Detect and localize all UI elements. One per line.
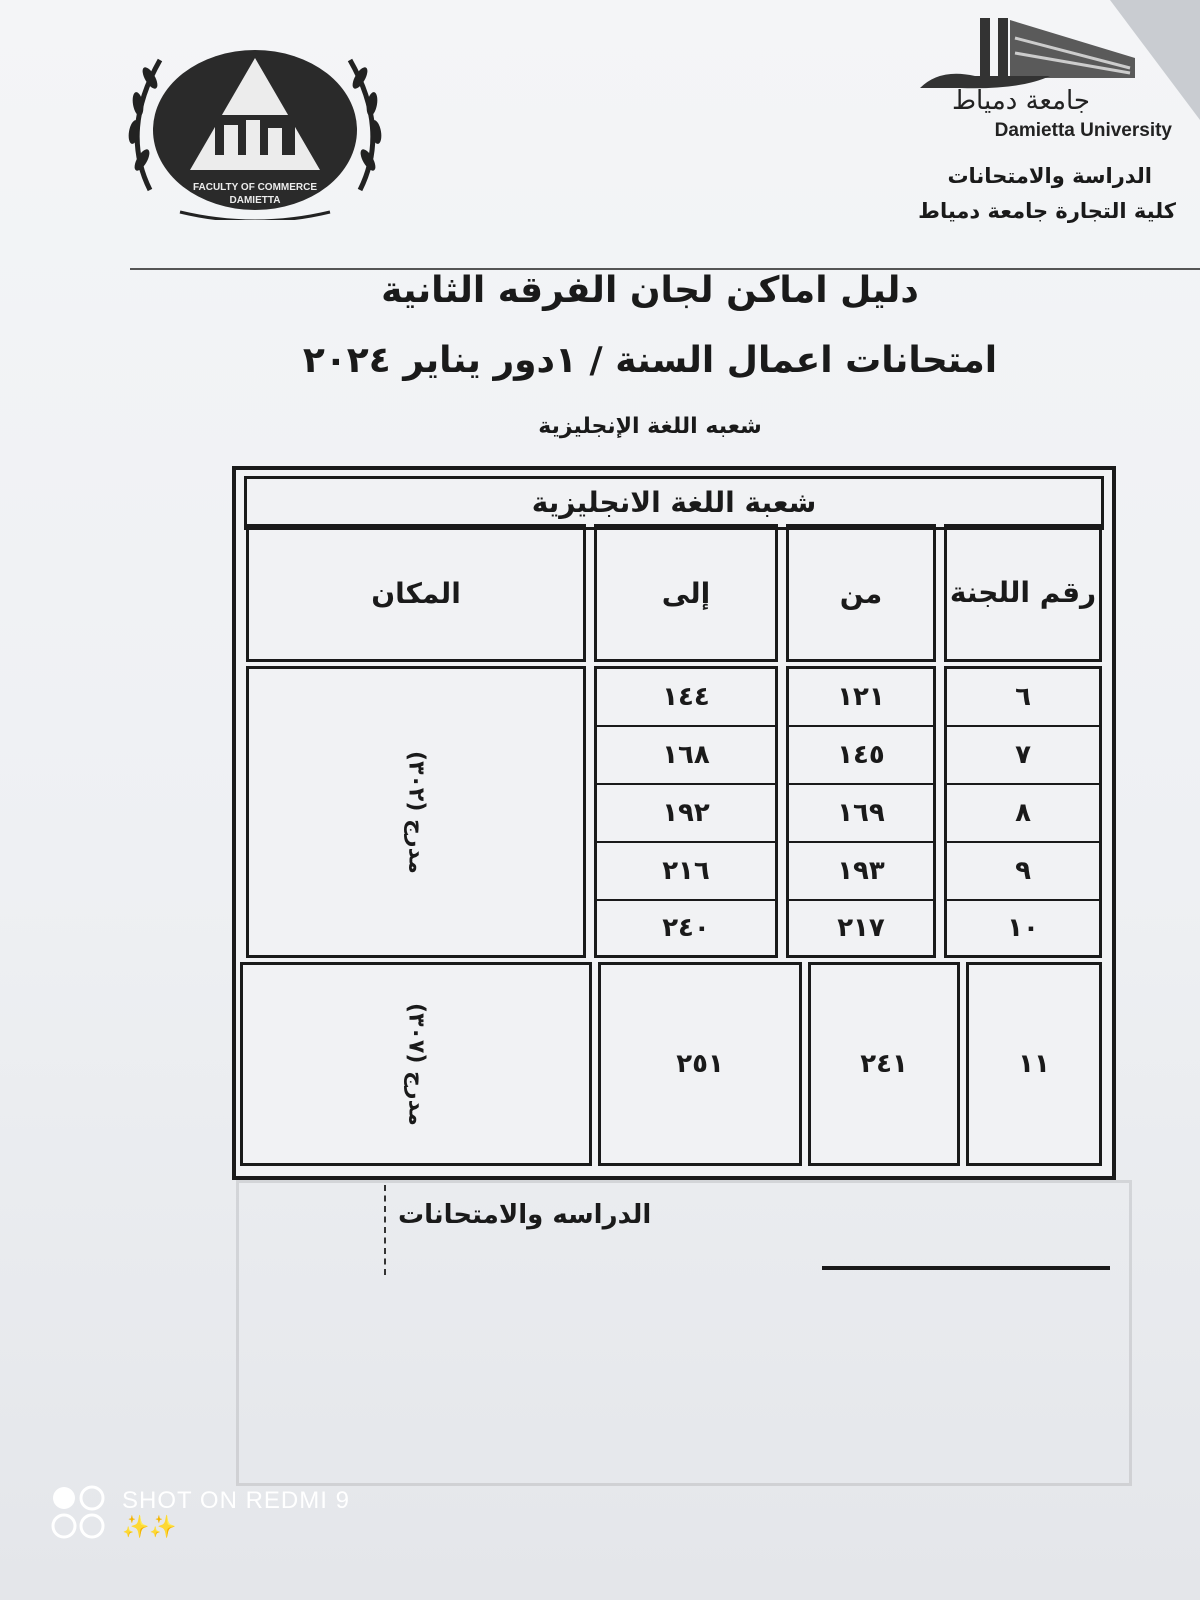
signature-label: الدراسه والامتحانات	[398, 1200, 652, 1230]
table-row-to: ٢٤٠	[662, 913, 710, 943]
group1-place: مدرج (٣٠٢)	[403, 750, 429, 874]
table-row-committee: ٩	[947, 843, 1099, 901]
faculty-name: كلية التجارة جامعة دمياط	[918, 199, 1176, 223]
table-row-committee: ٨	[947, 785, 1099, 843]
faculty-seal-logo	[120, 40, 390, 220]
fold-mark	[384, 1185, 388, 1275]
table-row-from: ١٢١	[789, 669, 933, 727]
table-row-to: ١٩٢	[597, 785, 775, 843]
table-row-from: ٢٤١	[808, 962, 960, 1166]
camera-watermark	[50, 1484, 350, 1542]
header-from: من	[786, 524, 936, 662]
table-row-from: ١٤٥	[789, 727, 933, 785]
table-row-committee: ٦	[947, 669, 1099, 727]
section-subtitle: شعبه اللغة الإنجليزية	[538, 414, 762, 439]
header-committee-number: رقم اللجنة	[944, 524, 1102, 662]
table-row-from: ٢١٧	[837, 913, 885, 943]
svg-text:FACULTY OF COMMERCE: FACULTY OF COMMERCE	[192, 182, 318, 193]
table-row-to: ٢١٦	[597, 843, 775, 901]
camera-brand-icon	[50, 1484, 108, 1542]
sparkle-icon: ✨✨	[122, 1514, 177, 1540]
table-row-to: ٢٥١	[598, 962, 802, 1166]
table-section-title: شعبة اللغة الانجليزية	[244, 476, 1104, 530]
committees-table	[232, 466, 1116, 1180]
table-row-committee: ٧	[947, 727, 1099, 785]
university-name-arabic: جامعة دمياط	[952, 86, 1090, 116]
university-name-english: Damietta University	[994, 120, 1172, 141]
table-row-committee: ١٠	[1007, 913, 1039, 943]
watermark-text: SHOT ON REDMI 9	[122, 1486, 350, 1514]
document-title: دليل اماكن لجان الفرقه الثانية	[381, 270, 919, 311]
table-row-to: ١٤٤	[597, 669, 775, 727]
group2-place-cell	[240, 962, 592, 1166]
header-place: المكان	[246, 524, 586, 662]
table-row-from: ١٩٣	[789, 843, 933, 901]
document-subtitle: امتحانات اعمال السنة / ١دور يناير ٢٠٢٤	[302, 340, 998, 381]
table-row-committee: ١١	[966, 962, 1102, 1166]
header-to: إلى	[594, 524, 778, 662]
table-row-to: ١٦٨	[597, 727, 775, 785]
signature-line	[822, 1266, 1110, 1270]
bleed-through-table	[236, 1180, 1132, 1486]
department-name: الدراسة والامتحانات	[947, 164, 1152, 188]
group2-place: مدرج (٣٠٧)	[403, 1002, 429, 1126]
group1-place-cell	[246, 666, 586, 958]
table-row-from: ١٦٩	[789, 785, 933, 843]
svg-text:DAMIETTA: DAMIETTA	[229, 195, 281, 206]
